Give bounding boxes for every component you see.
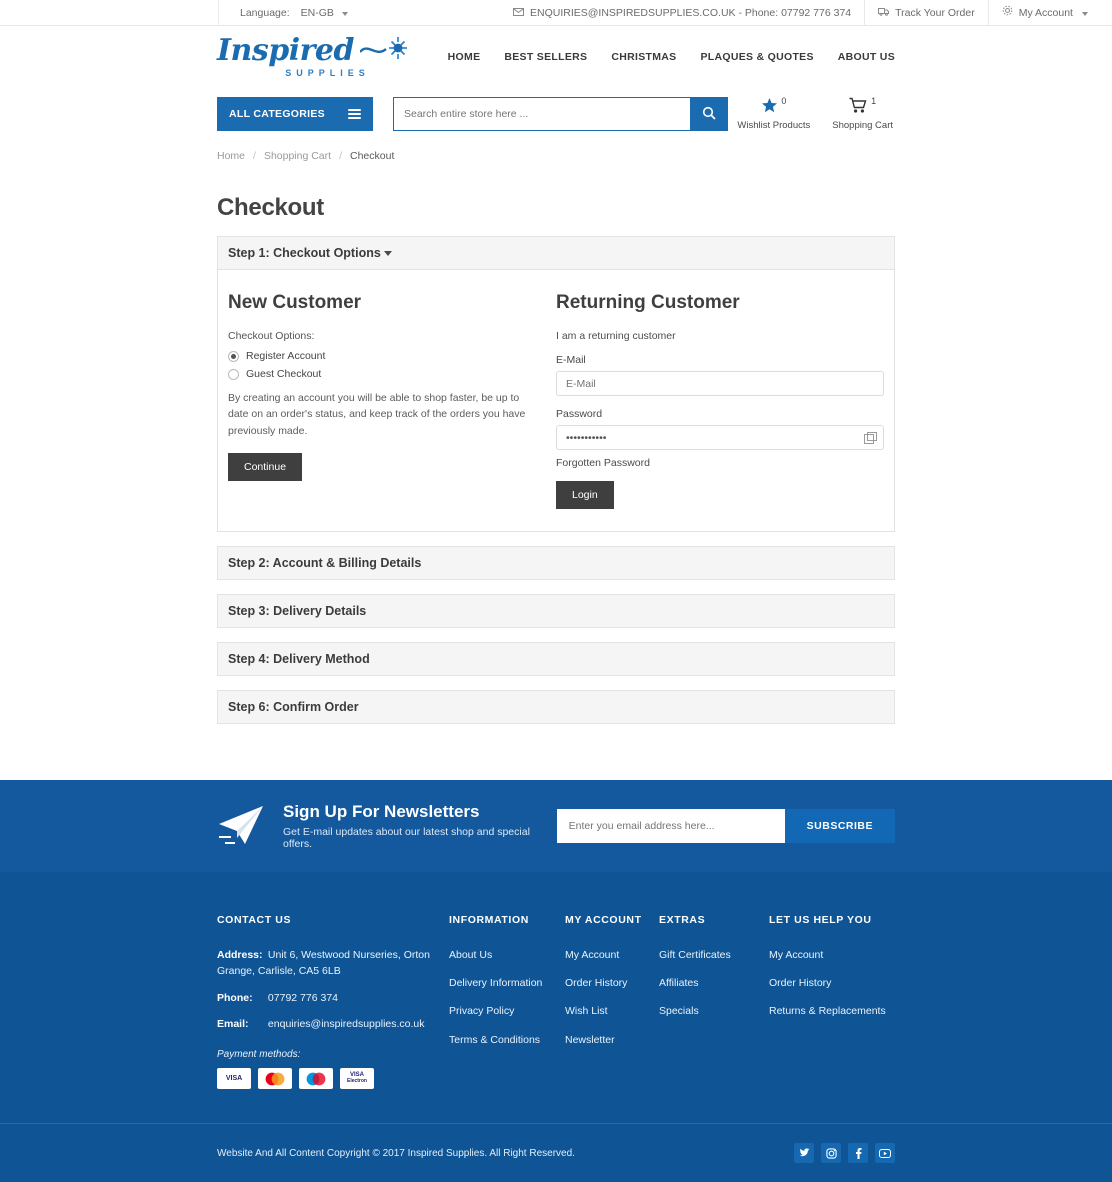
footer-address [217, 948, 449, 980]
new-customer-section [228, 288, 556, 509]
payment-card-list [217, 1068, 449, 1089]
email-label: E-Mail [556, 354, 586, 366]
newsletter-title: Sign Up For Newsletters [283, 802, 480, 821]
checkout-step-2-header[interactable]: Step 2: Account & Billing Details [217, 546, 895, 580]
main-content [217, 194, 895, 724]
instagram-icon[interactable] [821, 1143, 841, 1163]
search-input[interactable] [394, 98, 690, 130]
logo-text: Inspired [217, 33, 354, 68]
footer-information-heading: INFORMATION [449, 914, 529, 926]
visa-electron-icon: VISA Electron [340, 1068, 374, 1089]
top-utility-bar [0, 0, 1112, 26]
chevron-down-icon [384, 251, 392, 256]
gear-icon [1002, 0, 1013, 26]
newsletter-subscribe-button[interactable]: SUBSCRIBE [785, 809, 895, 843]
search-row [217, 88, 895, 140]
nav-item-best-sellers[interactable]: BEST SELLERS [504, 51, 588, 63]
footer-link-specials[interactable]: Specials [659, 1005, 699, 1018]
footer-my-account-column [565, 914, 659, 1089]
all-categories-button[interactable] [217, 97, 373, 131]
radio-icon-selected [228, 351, 239, 362]
spacer [217, 580, 895, 586]
footer-link-returns-replacements[interactable]: Returns & Replacements [769, 1005, 886, 1018]
copyright-text: Website And All Content Copyright © 2017 Inspired Supplies. All Right Reserved. [217, 1147, 575, 1159]
search-button[interactable] [690, 98, 727, 130]
search-icon [702, 106, 716, 123]
radio-icon [228, 369, 239, 380]
checkout-step-1-panel [217, 236, 895, 532]
continue-button[interactable]: Continue [228, 453, 302, 481]
footer-bottom-bar [0, 1123, 1112, 1182]
breadcrumb-item-home[interactable]: Home [217, 150, 246, 162]
password-field-wrapper [556, 425, 884, 450]
footer-email [217, 1017, 449, 1033]
radio-guest-checkout[interactable] [228, 368, 536, 380]
language-label: Language: [240, 7, 290, 19]
page-title: Checkout [217, 194, 324, 221]
track-order-text: Track Your Order [895, 7, 975, 19]
twitter-icon[interactable] [794, 1143, 814, 1163]
radio-register-account-label: Register Account [246, 350, 326, 362]
footer-link-affiliates[interactable]: Affiliates [659, 977, 699, 990]
mastercard-icon [258, 1068, 292, 1089]
footer-help-heading: LET US HELP YOU [769, 914, 872, 926]
youtube-icon[interactable] [875, 1143, 895, 1163]
step-1-title: Step 1: Checkout Options [228, 246, 381, 260]
breadcrumb-separator: / [339, 150, 342, 162]
show-password-icon[interactable] [857, 432, 883, 444]
footer-link-help-order-history[interactable]: Order History [769, 977, 832, 990]
paper-plane-icon [217, 804, 265, 849]
footer-link-delivery-information[interactable]: Delivery Information [449, 977, 543, 990]
email-field[interactable] [557, 372, 883, 395]
logo-subtitle: SUPPLIES [285, 68, 370, 78]
cart-icon [849, 97, 868, 117]
checkout-step-4-header[interactable]: Step 4: Delivery Method [217, 642, 895, 676]
facebook-icon[interactable] [848, 1143, 868, 1163]
social-links [794, 1143, 895, 1163]
step-1-header[interactable] [218, 237, 894, 269]
footer-information-column [449, 914, 565, 1089]
footer-link-gift-certificates[interactable]: Gift Certificates [659, 949, 731, 961]
footer-phone-value: 07792 776 374 [267, 991, 338, 1004]
footer-link-about-us[interactable]: About Us [449, 949, 493, 961]
chevron-down-icon [342, 12, 348, 16]
sunburst-icon [360, 36, 410, 66]
payment-methods-label: Payment methods: [217, 1049, 301, 1060]
newsletter-subtitle: Get E-mail updates about our latest shop and special offers. [283, 826, 530, 850]
footer-phone-label: Phone: [217, 991, 253, 1004]
password-field[interactable] [557, 426, 857, 449]
new-customer-title: New Customer [228, 292, 362, 313]
footer-extras-heading: EXTRAS [659, 914, 706, 926]
step-1-body [218, 269, 894, 531]
nav-item-plaques-quotes[interactable]: PLAQUES & QUOTES [700, 51, 814, 63]
spacer [217, 628, 895, 634]
forgotten-password-link[interactable]: Forgotten Password [556, 457, 650, 469]
visa-icon: VISA [217, 1068, 251, 1089]
returning-customer-section [556, 288, 884, 509]
footer-contact-heading: CONTACT US [217, 914, 292, 926]
footer-link-terms-conditions[interactable]: Terms & Conditions [449, 1033, 541, 1046]
spacer [217, 532, 895, 538]
envelope-icon [513, 0, 524, 26]
breadcrumb-item-checkout: Checkout [350, 150, 395, 162]
my-account-text: My Account [1018, 7, 1073, 19]
track-order-link[interactable] [864, 0, 988, 26]
returning-customer-title: Returning Customer [556, 292, 740, 313]
breadcrumb [217, 140, 895, 168]
breadcrumb-separator: / [253, 150, 256, 162]
newsletter-form [557, 809, 895, 843]
my-account-menu[interactable] [988, 0, 1101, 26]
radio-register-account[interactable] [228, 350, 536, 362]
language-value: EN-GB [300, 7, 334, 19]
footer-link-order-history[interactable]: Order History [565, 977, 628, 990]
breadcrumb-item-shopping-cart[interactable]: Shopping Cart [263, 150, 332, 162]
cart-area [737, 97, 895, 131]
top-links [500, 0, 1101, 26]
footer-link-help-my-account[interactable]: My Account [769, 949, 824, 961]
returning-customer-intro: I am a returning customer [556, 330, 676, 342]
maestro-icon [299, 1068, 333, 1089]
shopping-cart-button[interactable] [832, 97, 893, 131]
language-selector[interactable] [240, 0, 348, 26]
email-field-wrapper [556, 371, 884, 396]
newsletter-email-input[interactable] [557, 809, 785, 843]
divider [218, 0, 219, 25]
search-box [393, 97, 728, 131]
site-logo[interactable] [217, 33, 410, 78]
password-label: Password [556, 408, 603, 420]
footer-link-newsletter[interactable]: Newsletter [565, 1033, 615, 1046]
login-button[interactable]: Login [556, 481, 614, 509]
spacer [217, 676, 895, 682]
footer-link-wish-list[interactable]: Wish List [565, 1005, 608, 1018]
nav-item-christmas[interactable]: CHRISTMAS [611, 51, 677, 63]
wishlist-count: 0 [781, 96, 787, 106]
newsletter-banner [0, 780, 1112, 872]
footer-email-label: Email: [217, 1018, 249, 1031]
footer-help-column [769, 914, 895, 1089]
contact-info[interactable] [500, 0, 864, 26]
star-icon [761, 97, 778, 117]
footer-link-my-account[interactable]: My Account [565, 949, 620, 961]
footer-extras-column [659, 914, 769, 1089]
checkout-options-label: Checkout Options: [228, 330, 315, 342]
contact-info-text: ENQUIRIES@INSPIREDSUPPLIES.CO.UK - Phone: 07792 776 374 [530, 7, 852, 19]
footer-my-account-heading: MY ACCOUNT [565, 914, 642, 926]
footer-contact-column [217, 914, 449, 1089]
truck-icon [878, 0, 889, 26]
chevron-down-icon [1082, 12, 1088, 16]
checkout-step-6-header[interactable]: Step 6: Confirm Order [217, 690, 895, 724]
main-navigation [448, 51, 895, 63]
site-header [217, 26, 895, 88]
footer-link-privacy-policy[interactable]: Privacy Policy [449, 1005, 515, 1018]
new-customer-description: By creating an account you will be able to shop faster, be up to date on an order's status, and keep track of the orders you have previously made. [228, 392, 526, 437]
nav-item-about-us[interactable]: ABOUT US [837, 51, 895, 63]
menu-icon [348, 107, 361, 121]
footer-email-value[interactable]: enquiries@inspiredsupplies.co.uk [267, 1018, 425, 1031]
wishlist-button[interactable] [737, 97, 810, 131]
cart-count: 1 [871, 96, 877, 106]
wishlist-label: Wishlist Products [737, 120, 811, 131]
cart-label: Shopping Cart [832, 120, 893, 131]
radio-guest-checkout-label: Guest Checkout [246, 368, 322, 380]
nav-item-home[interactable]: HOME [447, 51, 481, 63]
footer-address-value: Unit 6, Westwood Nurseries, Orton Grange, Carlisle, CA5 6LB [217, 949, 430, 977]
checkout-step-3-header[interactable]: Step 3: Delivery Details [217, 594, 895, 628]
footer-address-label: Address: [217, 949, 263, 961]
all-categories-label: ALL CATEGORIES [229, 108, 325, 120]
site-footer [0, 872, 1112, 1182]
footer-phone [217, 991, 449, 1007]
